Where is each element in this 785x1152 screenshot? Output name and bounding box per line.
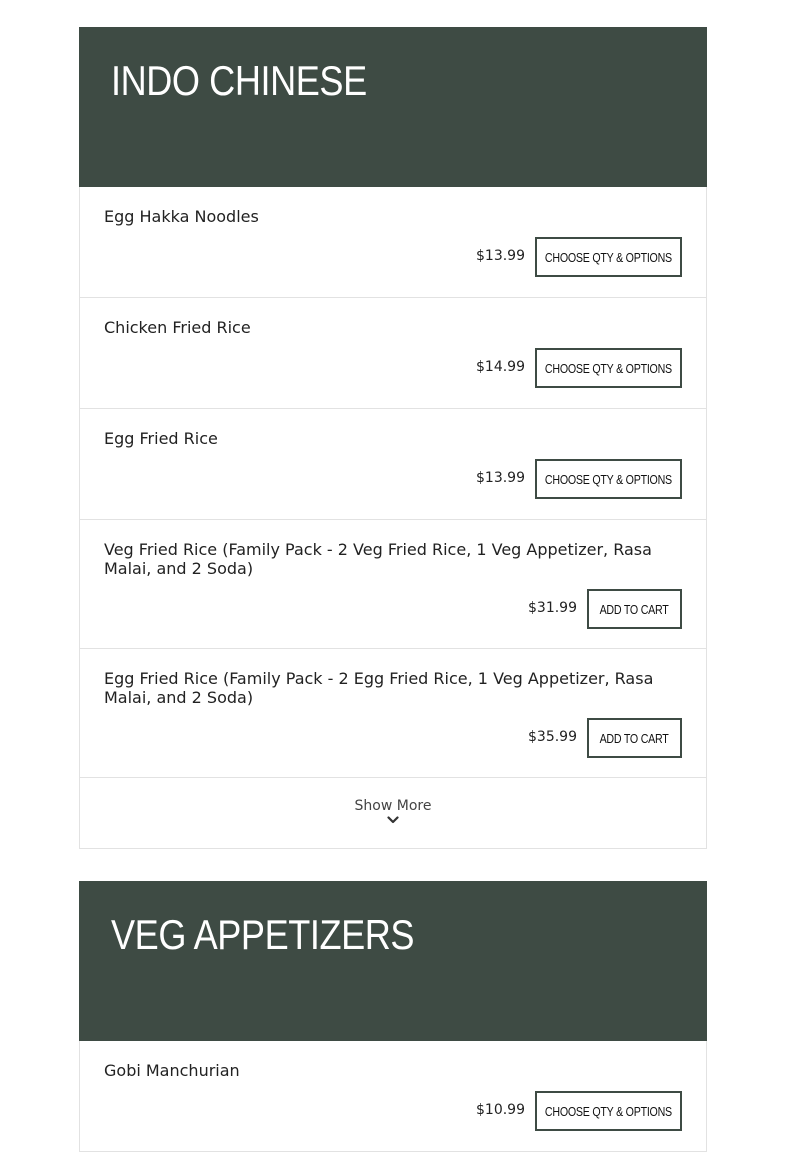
item-name: Veg Fried Rice (Family Pack - 2 Veg Fried Rice, 1 Veg Appetizer, Rasa Malai, and 2 Soda) [104,540,652,578]
item-price: $13.99 [476,470,525,486]
item-actions [476,459,682,499]
item-name: Egg Fried Rice [104,429,218,448]
button-label: ADD TO CART [600,601,669,617]
show-more-label: Show More [354,798,432,814]
chevron-down-icon [387,816,399,824]
choose-qty-options-button[interactable] [535,1091,682,1131]
choose-qty-options-button[interactable] [535,237,682,277]
section-header [79,881,707,1041]
item-price: $31.99 [528,600,577,616]
choose-qty-options-button[interactable] [535,459,682,499]
item-price: $13.99 [476,248,525,264]
item-name: Chicken Fried Rice [104,318,251,337]
button-label: ADD TO CART [600,730,669,746]
choose-qty-options-button[interactable] [535,348,682,388]
add-to-cart-button[interactable] [587,589,682,629]
item-price: $35.99 [528,729,577,745]
item-name: Egg Fried Rice (Family Pack - 2 Egg Fried Rice, 1 Veg Appetizer, Rasa Malai, and 2 Soda) [104,669,654,707]
item-actions [528,718,682,758]
section-title: INDO CHINESE [111,57,367,104]
add-to-cart-button[interactable] [587,718,682,758]
item-actions [476,237,682,277]
section-title: VEG APPETIZERS [111,911,415,958]
item-actions [476,1091,682,1131]
button-label: CHOOSE QTY & OPTIONS [545,249,672,265]
item-actions [528,589,682,629]
menu-item [80,1041,706,1152]
button-label: CHOOSE QTY & OPTIONS [545,1103,672,1119]
item-price: $14.99 [476,359,525,375]
item-list [79,1041,707,1152]
menu-section-veg-appetizers [79,881,707,1152]
item-price: $10.99 [476,1102,525,1118]
item-actions [476,348,682,388]
menu-item [80,409,706,520]
item-name: Egg Hakka Noodles [104,207,259,226]
button-label: CHOOSE QTY & OPTIONS [545,471,672,487]
menu-section-indo-chinese [79,27,707,849]
menu-item [80,649,706,778]
button-label: CHOOSE QTY & OPTIONS [545,360,672,376]
section-header [79,27,707,187]
menu-item [80,298,706,409]
item-name: Gobi Manchurian [104,1061,240,1080]
menu-item [80,520,706,649]
show-more-button[interactable] [80,778,706,849]
menu-item [80,187,706,298]
item-list [79,187,707,849]
